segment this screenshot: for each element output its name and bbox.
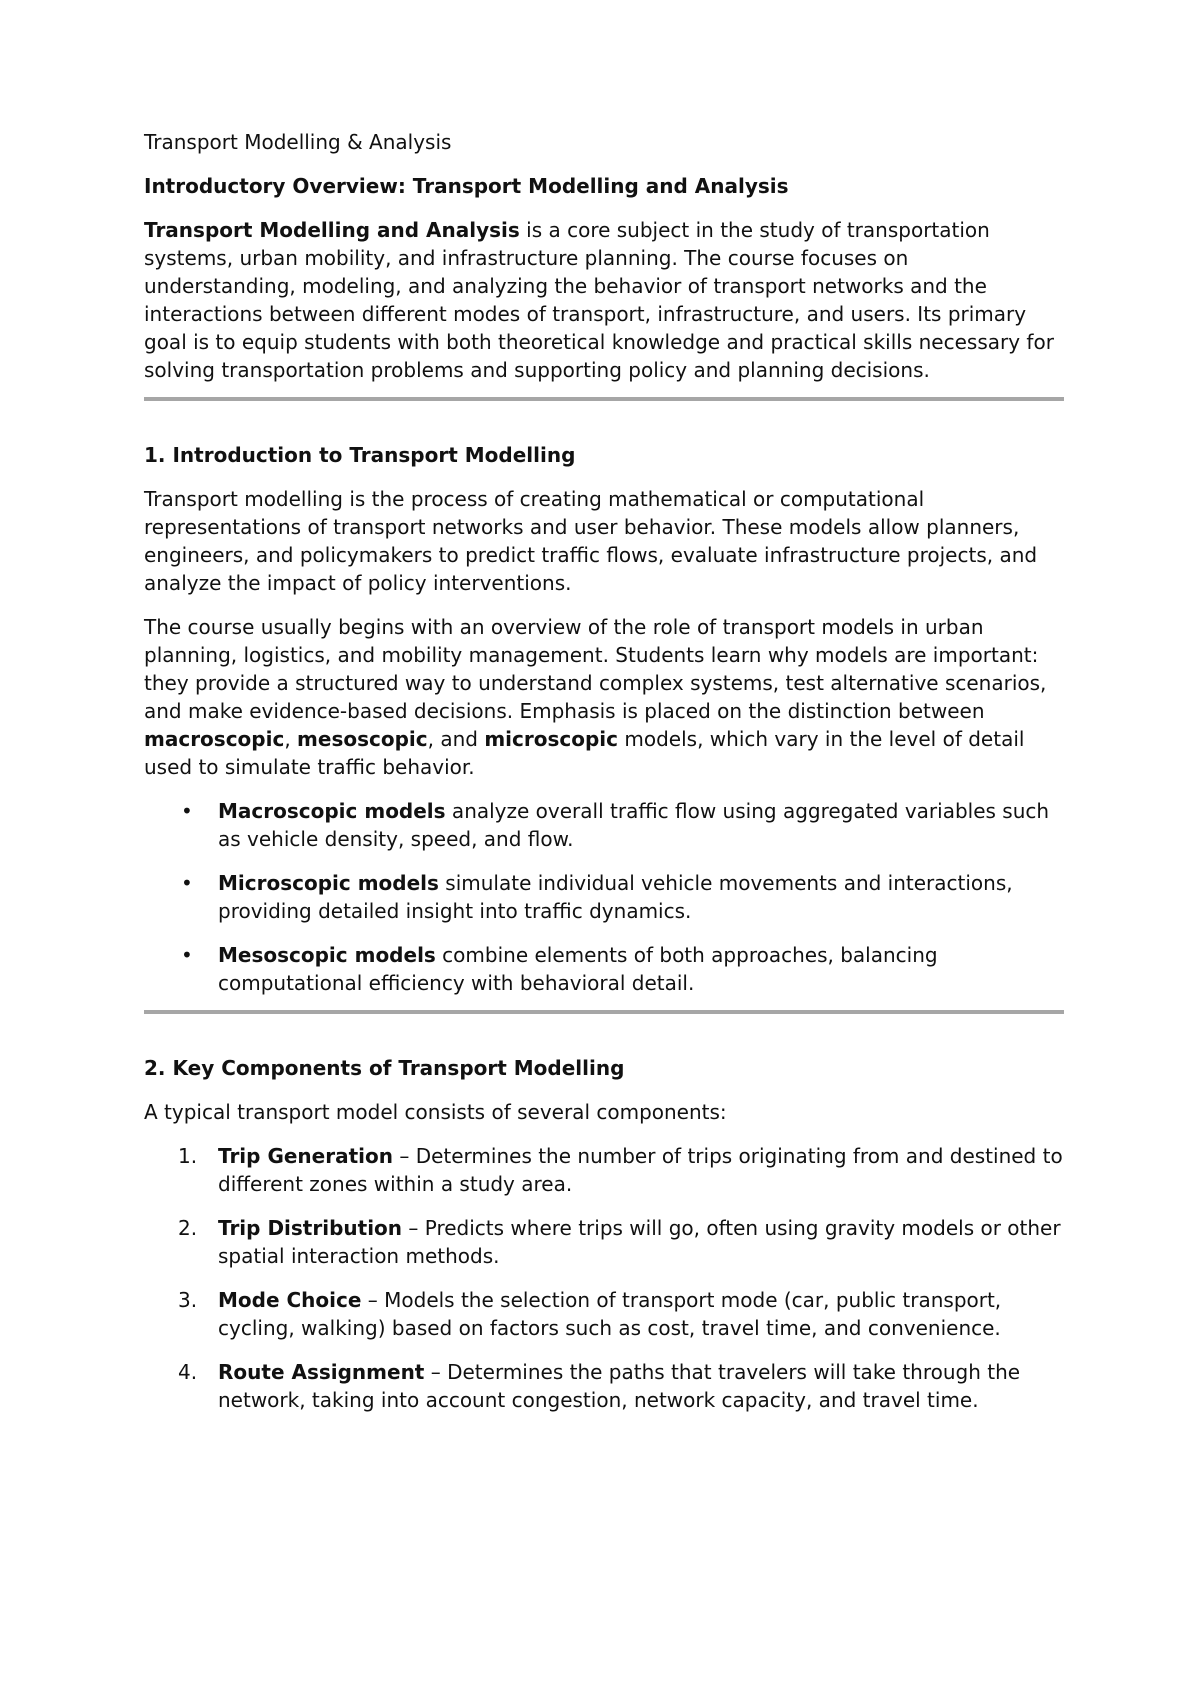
list-item-text: simulate individual vehicle movements and interactions, providing detailed insight into traffic dynamics. xyxy=(218,871,1013,923)
list-item xyxy=(144,797,1064,853)
list-item-text: – Models the selection of transport mode (car, public transport, cycling, walking) based on factors such as cost, travel time, and convenience. xyxy=(218,1288,1002,1340)
list-item-text: analyze overall traffic flow using aggregated variables such as vehicle density, speed, and flow. xyxy=(218,799,1050,851)
bullet-icon: • xyxy=(181,871,193,895)
list-item-text: – Predicts where trips will go, often using gravity models or other spatial interaction methods. xyxy=(218,1216,1061,1268)
section1-paragraph-2-start: The course usually begins with an overview of the role of transport models in urban planning, logistics, and mobility management. Students learn why models are important: they provide a structured way to understand complex systems, test alternative scenarios, and make evidence-based decisions. Emphasis is placed on the distinction between xyxy=(144,615,1047,723)
section-divider xyxy=(144,1010,1064,1014)
list-item-term: Microscopic models xyxy=(218,871,439,895)
term-mesoscopic: mesoscopic xyxy=(297,727,428,751)
list-item-term: Mesoscopic models xyxy=(218,943,436,967)
section2-intro: A typical transport model consists of several components: xyxy=(144,1100,727,1124)
term-microscopic: microscopic xyxy=(484,727,619,751)
list-item xyxy=(144,1214,1064,1270)
section1-paragraph-1: Transport modelling is the process of creating mathematical or computational representations of transport networks and user behavior. These models allow planners, engineers, and policymakers to predict traffic flows, evaluate infrastructure projects, and analyze the impact of policy interventions. xyxy=(144,487,1038,595)
list-item-term: Trip Generation xyxy=(218,1144,393,1168)
section2-heading: 2. Key Components of Transport Modelling xyxy=(144,1056,625,1080)
list-item-term: Trip Distribution xyxy=(218,1216,403,1240)
list-item-term: Macroscopic models xyxy=(218,799,446,823)
model-components-list xyxy=(144,1142,1064,1414)
list-item xyxy=(144,1286,1064,1342)
list-item-text: – Determines the number of trips originating from and destined to different zones within a study area. xyxy=(218,1144,1063,1196)
section1-paragraph-2 xyxy=(144,613,1064,781)
section-divider xyxy=(144,397,1064,401)
list-item-number: 4. xyxy=(178,1360,198,1384)
list-item xyxy=(144,1142,1064,1198)
section1-heading: 1. Introduction to Transport Modelling xyxy=(144,443,576,467)
list-item xyxy=(144,941,1064,997)
section1-paragraph-2-end: models, which vary in the level of detail used to simulate traffic behavior. xyxy=(144,727,1025,779)
document-page xyxy=(144,128,1064,1430)
document-title: Transport Modelling & Analysis xyxy=(144,130,452,154)
overview-intro-text: is a core subject in the study of transportation systems, urban mobility, and infrastructure planning. The course focuses on understanding, modeling, and analyzing the behavior of transport networks and the interactions between different modes of transport, infrastructure, and users. Its primary goal is to equip students with both theoretical knowledge and practical skills necessary for solving transportation problems and supporting policy and planning decisions. xyxy=(144,218,1054,382)
bullet-icon: • xyxy=(181,799,193,823)
list-item-term: Route Assignment xyxy=(218,1360,425,1384)
term-separator: , and xyxy=(427,727,485,751)
list-item xyxy=(144,1358,1064,1414)
list-item xyxy=(144,869,1064,925)
list-item-text: combine elements of both approaches, balancing computational efficiency with behavioral detail. xyxy=(218,943,938,995)
list-item-term: Mode Choice xyxy=(218,1288,362,1312)
overview-heading: Introductory Overview: Transport Modelling and Analysis xyxy=(144,174,789,198)
term-macroscopic: macroscopic xyxy=(144,727,285,751)
overview-intro-bold: Transport Modelling and Analysis xyxy=(144,218,520,242)
overview-paragraph xyxy=(144,216,1064,384)
list-item-number: 3. xyxy=(178,1288,198,1312)
term-separator: , xyxy=(284,727,298,751)
list-item-number: 1. xyxy=(178,1144,198,1168)
bullet-icon: • xyxy=(181,943,193,967)
model-types-list xyxy=(144,797,1064,997)
list-item-number: 2. xyxy=(178,1216,198,1240)
list-item-text: – Determines the paths that travelers will take through the network, taking into account congestion, network capacity, and travel time. xyxy=(218,1360,1021,1412)
